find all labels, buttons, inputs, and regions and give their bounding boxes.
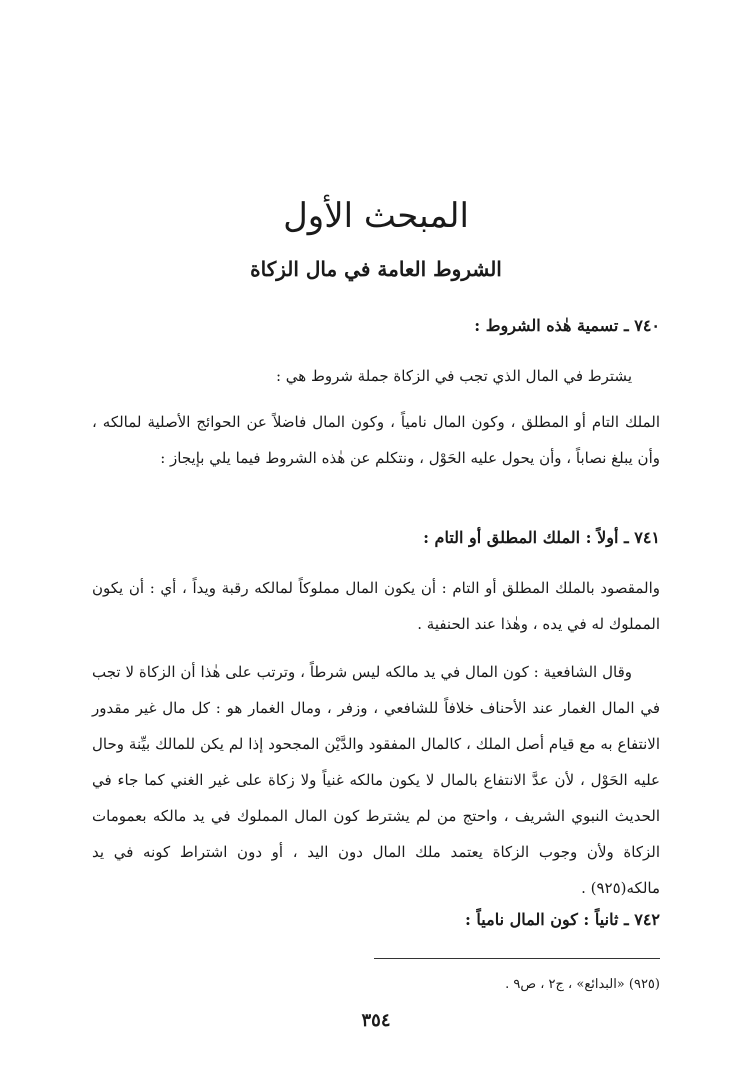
paragraph-full-ownership: والمقصود بالملك المطلق أو التام : أن يكون المال مملوكاً لمالكه رقبة ويداً ، أي : أن يكون المملوك له في يده ، وهٰذا عند الحنفية .: [92, 579, 660, 633]
paragraph-conditions-intro: يشترط في المال الذي تجب في الزكاة جملة شروط هي :: [275, 367, 632, 385]
paragraph-conditions-list: الملك التام أو المطلق ، وكون المال نامياً ، وكون المال فاضلاً عن الحوائج الأصلية لمالكه ، وأن يبلغ نصاباً ، وأن يحول عليه الحَوْل ، ونتكلم عن هٰذه الشروط فيما يلي بإيجاز :: [92, 413, 660, 467]
section-heading-740: ٧٤٠ ـ تسمية هٰذه الشروط :: [474, 316, 660, 335]
section-heading-742: ٧٤٢ ـ ثانياً : كون المال نامياً :: [464, 910, 660, 929]
page-number: ٣٥٤: [361, 1010, 391, 1031]
section-heading-741: ٧٤١ ـ أولاً : الملك المطلق أو التام :: [423, 528, 660, 547]
chapter-title: المبحث الأول: [283, 196, 469, 236]
paragraph-shafii-view: وقال الشافعية : كون المال في يد مالكه ليس شرطاً ، وترتب على هٰذا أن الزكاة لا تجب في المال الغمار عند الأحناف خلافاً للشافعي ، وزفر ، ومال الغمار هو : كل مال غير مقدور الانتفاع به مع قيام أصل الملك ، كالمال المفقود والدَّيْن المجحود إذا لم يكن للمالك بيِّنة وحال عليه الحَوْل ، لأن عدَّ الانتفاع بالمال لا يكون مالكه غنياً ولا زكاة على غير الغني كما جاء في الحديث النبوي الشريف ، واحتج من لم يشترط كون المال المملوك في يد مالكه بعمومات الزكاة ولأن وجوب الزكاة يعتمد ملك المال دون اليد ، أو دون اشتراط كونه في يد مالكه(٩٢٥) .: [92, 663, 660, 897]
footnote-divider: [374, 958, 660, 959]
section-title: الشروط العامة في مال الزكاة: [250, 257, 502, 281]
footnote: (٩٢٥) «البدائع» ، ج٢ ، ص٩ .: [505, 977, 660, 992]
